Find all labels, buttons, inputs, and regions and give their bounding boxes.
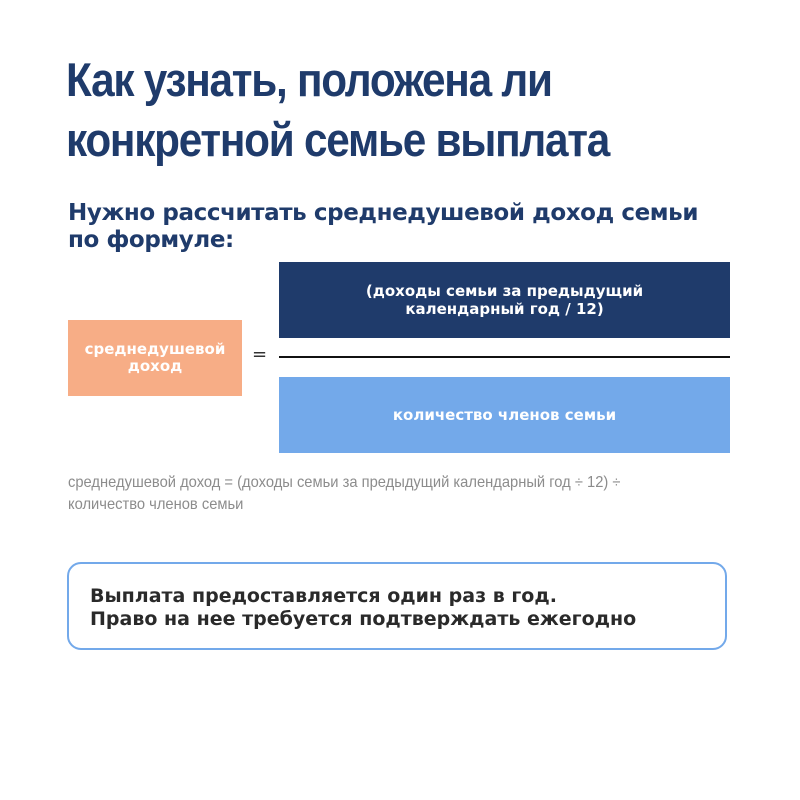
formula-text-line-1: среднедушевой доход = (доходы семьи за предыдущий календарный год ÷ 12) ÷ [68, 474, 621, 491]
denominator-box [279, 377, 730, 453]
average-income-label-line-1: среднедушевой [84, 340, 226, 358]
page-title-line-1: Как узнать, положена ли [66, 53, 552, 106]
formula-text-caption [68, 472, 694, 516]
page-title-line-2: конкретной семье выплата [66, 113, 609, 166]
formula-text-line-2: количество членов семьи [68, 496, 244, 513]
equals-sign: = [252, 344, 268, 365]
average-income-box [68, 320, 242, 396]
formula-intro [68, 200, 768, 254]
average-income-label-line-2: доход [127, 357, 183, 375]
fraction-line [279, 356, 730, 358]
page-title [66, 50, 696, 170]
formula-intro-line-1: Нужно рассчитать среднедушевой доход семьи [68, 200, 699, 226]
numerator-label-line-1: (доходы семьи за предыдущий [365, 282, 644, 300]
info-note-line-2: Право на нее требуется подтверждать ежегодно [90, 608, 637, 630]
info-note-box [67, 562, 727, 650]
formula-intro-line-2: по формуле: [68, 227, 234, 253]
info-note-line-1: Выплата предоставляется один раз в год. [90, 585, 557, 607]
denominator-label: количество членов семьи [392, 406, 617, 424]
numerator-label-line-2: календарный год / 12) [405, 300, 604, 318]
numerator-box [279, 262, 730, 338]
